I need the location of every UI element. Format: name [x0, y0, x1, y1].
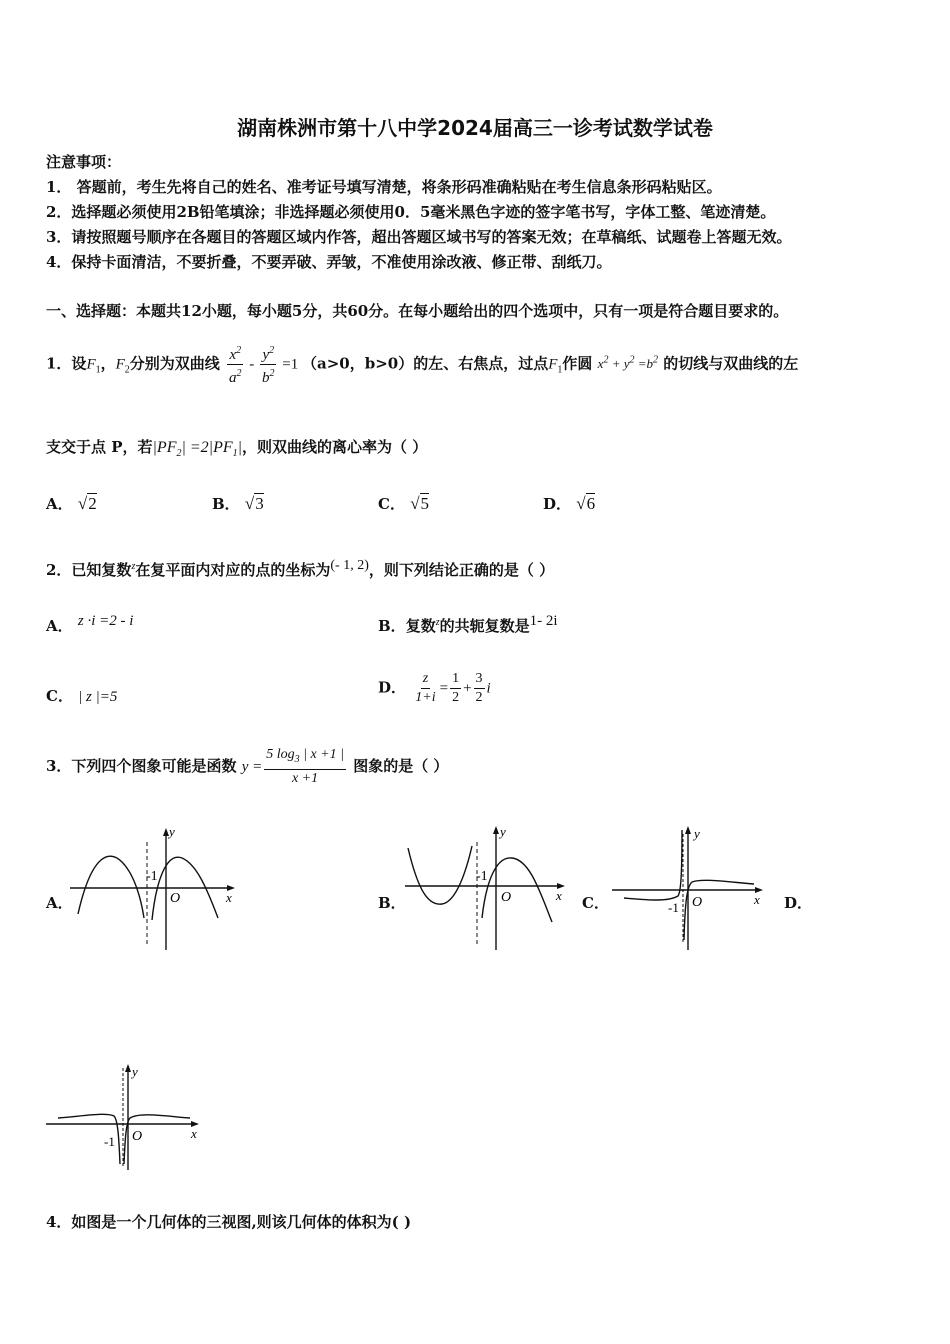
- notice-item-2: 2．选择题必须使用2B铅笔填涂；非选择题必须使用0．5毫米黑色字迹的签字笔书写，字体工整、笔迹清楚。: [46, 203, 776, 221]
- notice-item-1: 1． 答题前，考生先将自己的姓名、准考证号填写清楚，将条形码准确粘贴在考生信息条形码粘贴区。: [46, 178, 722, 196]
- q1-prefix: 1．设: [46, 354, 87, 373]
- q3-graph-d: [44, 1060, 209, 1175]
- q3-graph-b: [400, 822, 580, 957]
- q3-graph-a: [70, 822, 250, 957]
- q1-line2: [46, 430, 427, 471]
- q1-circle: $x^2 + y^2 =b^2$: [597, 355, 659, 372]
- q2-option-c-expr: | z |=5: [78, 689, 118, 705]
- q3-stem-b: 图象的是（ ）: [353, 757, 449, 775]
- q1-option-a: A． √2: [46, 494, 97, 513]
- svg-text:O: O: [170, 891, 181, 906]
- svg-text:O: O: [692, 895, 703, 910]
- q3-stem-a: 3．下列四个图象可能是函数: [46, 757, 237, 775]
- q2-stem: [46, 550, 554, 586]
- q2-option-a-expr: z ·i =2 - i: [77, 613, 134, 629]
- svg-text:-1: -1: [476, 869, 488, 884]
- q2-coord: (- 1, 2): [330, 558, 369, 573]
- q1-line2-a: 支交于点 P，若: [46, 438, 153, 456]
- svg-text:-1: -1: [146, 869, 158, 884]
- svg-text:-1: -1: [104, 1134, 115, 1149]
- q1-option-b: B． √3: [212, 494, 264, 513]
- q3-label-d: D．: [784, 894, 813, 912]
- q2-stem-c: ，则下列结论正确的是（ ）: [368, 561, 555, 579]
- notice-item-3: 3．请按照题号顺序在各题目的答题区域内作答，超出答题区域书写的答案无效；在草稿纸、试题卷上答题无效。: [46, 228, 792, 246]
- svg-text:y: y: [500, 824, 506, 839]
- q3-label-b: B．: [378, 894, 406, 912]
- q3-graph-c: [608, 822, 773, 957]
- q4-stem: 4．如图是一个几何体的三视图,则该几何体的体积为( ): [46, 1213, 412, 1231]
- notice-item-4: 4．保持卡面清洁，不要折叠，不要弄破、弄皱，不准使用涂改液、修正带、刮纸刀。: [46, 253, 612, 271]
- svg-text:y: y: [694, 826, 700, 841]
- svg-text:x: x: [226, 890, 232, 905]
- svg-text:x: x: [754, 892, 760, 907]
- q3-label-c: C．: [582, 894, 609, 912]
- q2-stem-a: 2．已知复数: [46, 561, 132, 579]
- q1-text4: 的切线与双曲线的左: [663, 354, 799, 373]
- q1-f1: F: [86, 356, 96, 373]
- svg-text:x: x: [556, 888, 562, 903]
- q1-option-d: D． √6: [543, 494, 596, 513]
- svg-text:O: O: [132, 1129, 143, 1144]
- q1-text2: 分别为双曲线: [129, 354, 220, 373]
- q1-option-c: C． √5: [378, 494, 430, 513]
- q3-stem: 3．下列四个图象可能是函数 y = $\frac{5 \log_3 | x +1 |}{x +1}$ 图象的是（ ）: [46, 747, 449, 786]
- svg-text:-1: -1: [668, 900, 679, 915]
- svg-text:y: y: [132, 1064, 138, 1079]
- q2-option-a: A． $^{z \cdot i =2 - i}$: [46, 613, 134, 635]
- q1-hyperbola-x: $\frac{x^2}{a^2}$: [227, 342, 244, 387]
- q1-line1: 1．设$F_1$，$F_2$分别为双曲线 $\frac{x^2}{a^2}$ - $\frac{y^2}{b^2}$ =1 （a>0，b>0）的左、右焦点，过点$F_1$作圆 $x^2 + y^2 =b^2$ 的切线与双曲线的左: [46, 341, 798, 390]
- q2-stem-b: 在复平面内对应的点的坐标为: [135, 561, 331, 579]
- q2-option-b: B．复数$^z$的共轭复数是$^{1- 2i}$: [378, 613, 558, 635]
- svg-text:y: y: [169, 824, 175, 839]
- q1-condition: （a>0，b>0）的左、右焦点，过点: [302, 354, 549, 373]
- notice-heading: 注意事项：: [46, 153, 122, 171]
- svg-text:x: x: [191, 1126, 197, 1141]
- q2-option-b-expr: 1- 2i: [529, 613, 558, 629]
- q1-condition-expr: $|PF_2| =2|PF_1|$: [152, 439, 243, 460]
- q2-option-c: C． | z |=5: [46, 687, 118, 705]
- q1-sep: ，: [100, 354, 116, 373]
- page-title: 湖南株洲市第十八中学2024届高三一诊考试数学试卷: [237, 116, 713, 140]
- q1-f2: F: [115, 356, 125, 373]
- q1-hyperbola-y: $\frac{y^2}{b^2}$: [260, 342, 277, 387]
- q1-text3: 作圆: [562, 354, 593, 373]
- q3-label-a: A．: [46, 894, 73, 912]
- q1-line2-b: ，则双曲线的离心率为（ ）: [242, 438, 428, 456]
- section-heading: 一、选择题：本题共12小题，每小题5分，共60分。在每小题给出的四个选项中，只有一项是符合题目要求的。: [46, 302, 789, 320]
- svg-text:O: O: [501, 890, 512, 905]
- q2-option-d: D． $\frac{z}{1+i}$ = $\frac{1}{2}$ + $\frac{3}{2}$ i: [378, 671, 491, 705]
- q2-z: z: [131, 561, 136, 572]
